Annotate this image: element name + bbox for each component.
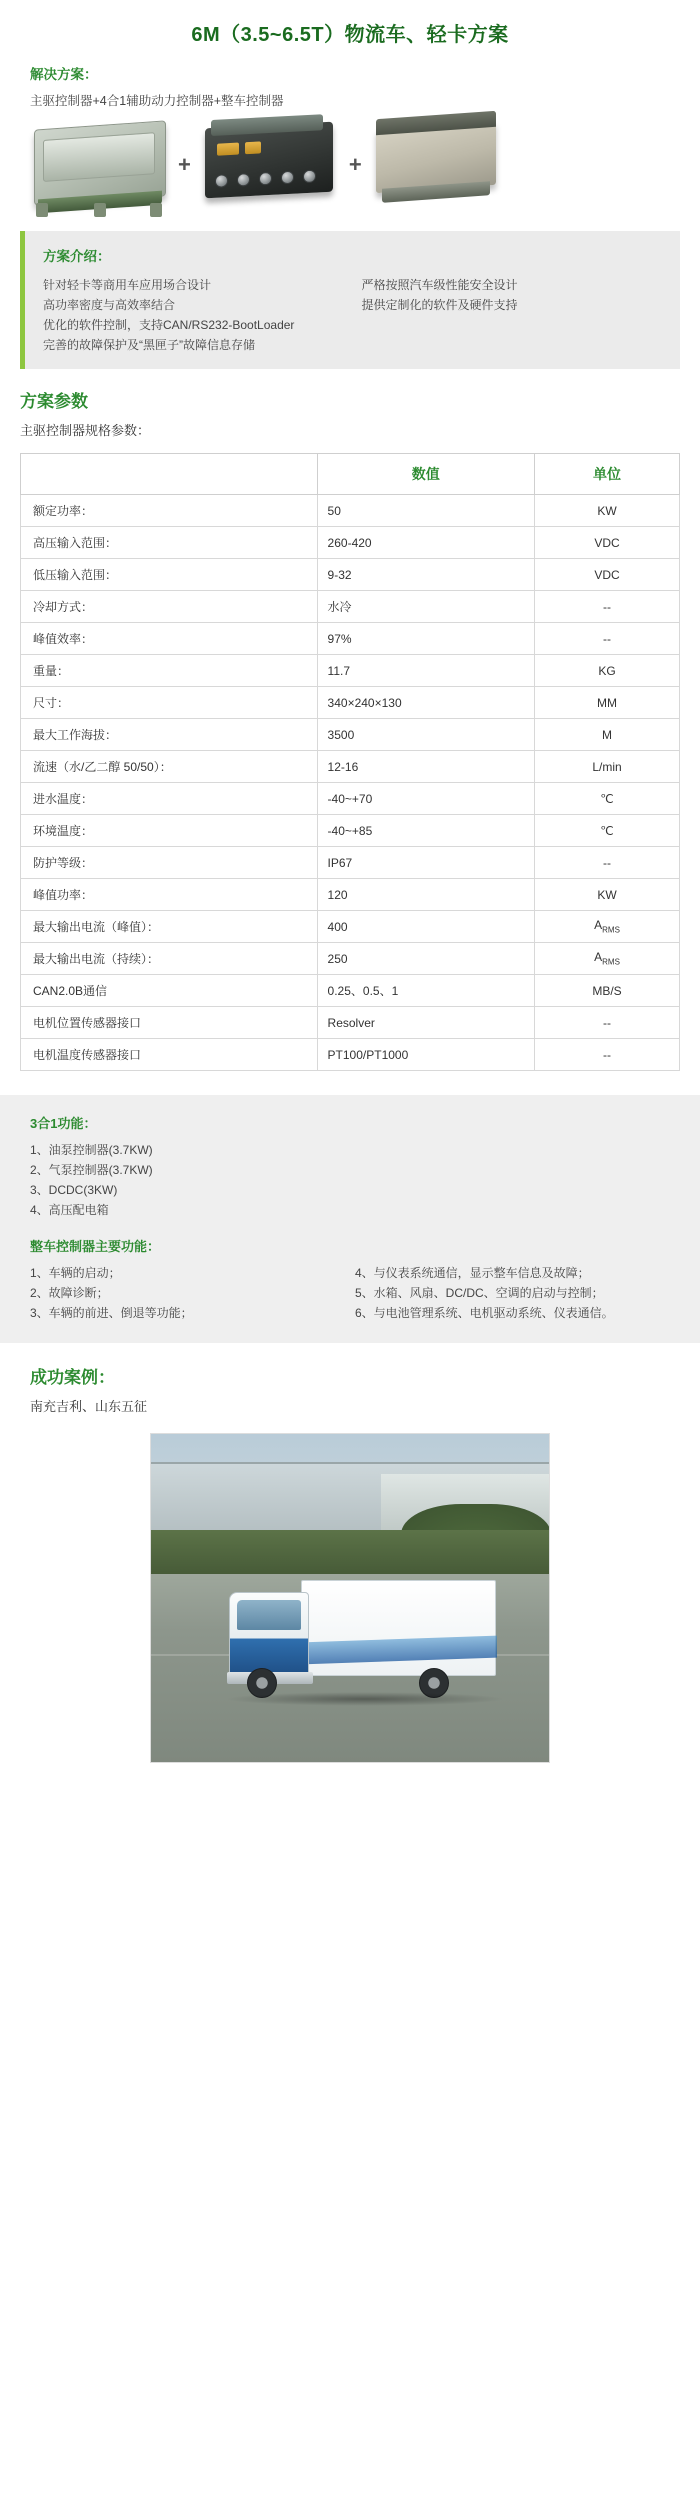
spec-row-name: 低压输入范围： (21, 559, 318, 591)
spec-row-unit: VDC (535, 559, 680, 591)
list-item: 6、与电池管理系统、电机驱动系统、仪表通信。 (355, 1306, 614, 1320)
spec-col-unit: 单位 (535, 454, 680, 495)
intro-heading: 方案介绍： (43, 249, 111, 264)
product-image-row (30, 119, 670, 217)
table-row (21, 783, 680, 815)
intro-panel (20, 231, 680, 369)
table-row (21, 623, 680, 655)
functions-vcu-right (355, 1263, 670, 1323)
intro-right-column (362, 275, 665, 355)
spec-row-name: 流速（水/乙二醇 50/50）： (21, 751, 318, 783)
table-row (21, 1039, 680, 1071)
table-row (21, 943, 680, 975)
spec-row-value: 50 (317, 495, 534, 527)
spec-row-value: IP67 (317, 847, 534, 879)
spec-row-unit: KW (535, 495, 680, 527)
spec-table-header-row (21, 454, 680, 495)
table-row (21, 911, 680, 943)
table-row (21, 719, 680, 751)
spec-row-name: 最大工作海拔： (21, 719, 318, 751)
list-item: 1、油泵控制器(3.7KW) (30, 1143, 153, 1157)
product-image-aux-controller (205, 125, 335, 205)
list-item: 4、与仪表系统通信，显示整车信息及故障； (355, 1266, 590, 1280)
list-item: 3、车辆的前进、倒退等功能； (30, 1306, 193, 1320)
cases-names: 南充吉利、山东五征 (30, 1399, 148, 1414)
spec-row-name: CAN2.0B通信 (21, 975, 318, 1007)
plus-sign-2: + (348, 152, 362, 177)
params-subheading: 主驱控制器规格参数： (20, 423, 151, 438)
spec-row-name: 峰值功率： (21, 879, 318, 911)
params-heading: 方案参数 (20, 392, 88, 411)
spec-row-unit (535, 943, 680, 975)
spec-unit-text: A (594, 918, 603, 933)
spec-row-unit: -- (535, 847, 680, 879)
spec-row-name: 重量： (21, 655, 318, 687)
spec-row-value: 120 (317, 879, 534, 911)
intro-left-line-3: 优化的软件控制，支持CAN/RS232-BootLoader (43, 318, 295, 332)
page-title: 6M（3.5~6.5T）物流车、轻卡方案 (191, 24, 509, 46)
spec-row-unit: ℃ (535, 783, 680, 815)
spec-row-value: -40~+85 (317, 815, 534, 847)
table-row (21, 975, 680, 1007)
spec-row-name: 峰值效率： (21, 623, 318, 655)
spec-row-unit: MM (535, 687, 680, 719)
spec-row-name: 进水温度： (21, 783, 318, 815)
spec-table-body (21, 495, 680, 1071)
spec-row-unit: -- (535, 591, 680, 623)
spec-row-name: 尺寸： (21, 687, 318, 719)
spec-row-unit: MB/S (535, 975, 680, 1007)
cases-heading: 成功案例： (30, 1368, 115, 1387)
intro-right-line-2: 提供定制化的软件及硬件支持 (361, 298, 518, 312)
intro-left-column (43, 275, 346, 355)
spec-col-name (21, 454, 318, 495)
spec-row-unit: VDC (535, 527, 680, 559)
intro-left-line-2: 高功率密度与高效率结合 (43, 298, 176, 312)
spec-row-value: 9-32 (317, 559, 534, 591)
table-row (21, 495, 680, 527)
spec-row-unit: KG (535, 655, 680, 687)
spec-row-unit: -- (535, 1007, 680, 1039)
table-row (21, 655, 680, 687)
spec-row-value: 400 (317, 911, 534, 943)
functions-list-3in1 (30, 1140, 670, 1220)
spec-row-name: 冷却方式： (21, 591, 318, 623)
spec-row-value: 12-16 (317, 751, 534, 783)
spec-row-unit: -- (535, 623, 680, 655)
functions-heading-vcu: 整车控制器主要功能： (30, 1239, 161, 1254)
spec-row-value: 水冷 (317, 591, 534, 623)
spec-row-name: 环境温度： (21, 815, 318, 847)
cases-section (0, 1343, 700, 1415)
list-item: 5、水箱、风扇、DC/DC、空调的启动与控制； (355, 1286, 604, 1300)
table-row (21, 527, 680, 559)
spec-row-unit: KW (535, 879, 680, 911)
list-item: 1、车辆的启动； (30, 1266, 121, 1280)
spec-row-value: 250 (317, 943, 534, 975)
spec-row-value: 11.7 (317, 655, 534, 687)
table-row (21, 847, 680, 879)
product-image-vcu (376, 125, 506, 205)
functions-vcu-left (30, 1263, 345, 1323)
product-image-main-controller (34, 125, 164, 205)
spec-row-value: 340×240×130 (317, 687, 534, 719)
spec-unit-text: A (594, 950, 603, 965)
list-item: 2、气泵控制器(3.7KW) (30, 1163, 153, 1177)
spec-row-name: 电机位置传感器接口 (21, 1007, 318, 1039)
spec-table (20, 453, 680, 1071)
functions-panel (0, 1095, 700, 1343)
spec-row-value: 260-420 (317, 527, 534, 559)
table-row (21, 751, 680, 783)
spec-row-unit: -- (535, 1039, 680, 1071)
intro-left-line-4: 完善的故障保护及“黑匣子”故障信息存储 (43, 338, 255, 352)
functions-list-vcu (30, 1263, 670, 1323)
table-row (21, 815, 680, 847)
spec-unit-subscript: RMS (602, 957, 620, 967)
list-item: 2、故障诊断； (30, 1286, 109, 1300)
functions-heading-3in1: 3合1功能： (30, 1116, 97, 1131)
truck-photo (150, 1433, 550, 1763)
list-item: 3、DCDC(3KW) (30, 1183, 118, 1197)
page-title-bar (0, 0, 700, 57)
spec-row-value: 3500 (317, 719, 534, 751)
spec-row-name: 最大输出电流（峰值）： (21, 911, 318, 943)
table-row (21, 1007, 680, 1039)
solution-line: 主驱控制器+4合1辅助动力控制器+整车控制器 (30, 94, 284, 108)
table-row (21, 591, 680, 623)
spec-row-unit: ℃ (535, 815, 680, 847)
spec-row-value: PT100/PT1000 (317, 1039, 534, 1071)
solution-heading: 解决方案： (30, 67, 98, 82)
spec-row-unit (535, 911, 680, 943)
intro-left-line-1: 针对轻卡等商用车应用场合设计 (43, 278, 212, 292)
intro-right-line-1: 严格按照汽车级性能安全设计 (361, 278, 518, 292)
spec-row-name: 高压输入范围： (21, 527, 318, 559)
spec-row-value: 0.25、0.5、1 (317, 975, 534, 1007)
spec-row-name: 电机温度传感器接口 (21, 1039, 318, 1071)
table-row (21, 687, 680, 719)
table-row (21, 559, 680, 591)
solution-section (0, 57, 700, 221)
list-item: 4、高压配电箱 (30, 1203, 109, 1217)
spec-row-name: 额定功率： (21, 495, 318, 527)
spec-row-unit: L/min (535, 751, 680, 783)
spec-col-value: 数值 (317, 454, 534, 495)
table-row (21, 879, 680, 911)
spec-row-value: 97% (317, 623, 534, 655)
spec-row-name: 最大输出电流（持续）： (21, 943, 318, 975)
spec-row-value: Resolver (317, 1007, 534, 1039)
params-section (0, 369, 700, 1071)
spec-row-value: -40~+70 (317, 783, 534, 815)
plus-sign-1: + (178, 152, 191, 177)
spec-row-name: 防护等级： (21, 847, 318, 879)
spec-row-unit: M (535, 719, 680, 751)
spec-unit-subscript: RMS (602, 925, 620, 935)
